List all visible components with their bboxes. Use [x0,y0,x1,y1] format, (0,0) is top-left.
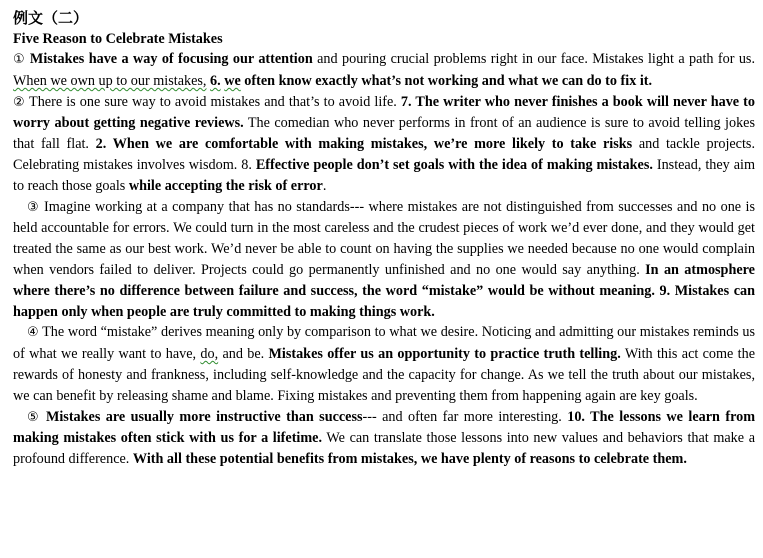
bold-number: 6. [210,72,221,89]
text-run: Imagine working at a company that has no standards--- where mistakes are not distinguished from successes and no one is held accountable for errors. We could turn in the most careless and the crudest pieces of work we’d ever done, and they would get treated the same as our best work. We’d never be able to count on having the supplies we needed because no one would complain when vendors failed to deliver. Projects could go permanently unfinished and no one would say anything. [13,198,755,278]
paragraph-number: ⑤ [27,409,41,425]
paragraph-5 [13,407,755,470]
underlined-word: do, [200,346,219,363]
bold-sentence: Mistakes offer us an opportunity to practice truth telling. [268,346,621,363]
text-run: . [322,177,327,194]
bold-sentence: 10. The lessons we learn from making mistakes often stick with us for a lifetime. [13,408,756,447]
essay-title: Five Reason to Celebrate Mistakes [13,31,223,47]
underlined-phrase: When we own up to our mistakes, [13,72,207,89]
bold-sentence: 2. When we are comfortable with making mistakes, we’re more likely to take risks [95,136,633,153]
bold-sentence: often know exactly what’s not working and what we can do to fix it. [240,72,653,89]
paragraph-4 [13,322,755,406]
text-run: The comedian who never performs in front of an audience is sure to avoid telling jokes that fall flat. [13,115,755,153]
bold-sentence: Mistakes have a way of focusing our attention [29,51,313,67]
bold-sentence: In an atmosphere where there’s no difference between failure and success, the word “mistake” would be without meaning. 9. Mistakes can happen only when people are truly committed to making things work. [13,261,755,320]
text-run: With this act come the rewards of honesty and frankness, including self-knowledge and the capacity for change. As we tell the truth about our mistakes, we can benefit by releasing shame and blame. Fixing mistakes and preventing them from happening again are key goals. [13,346,755,404]
text-run: and be. [218,346,269,363]
bold-underlined-word: we [224,72,241,89]
paragraph-number: ③ [27,199,40,215]
bold-sentence: With all these potential benefits from mistakes, we have plenty of reasons to celebrate them. [132,451,687,468]
text-run: There is one sure way to avoid mistakes and that’s to avoid life. [25,93,401,110]
text-run: Instead, they aim to reach those goals [13,156,755,194]
bold-sentence: Mistakes are usually more instructive than success [40,408,363,425]
paragraph-number: ① [13,52,26,67]
example-heading: 例文（二） [13,9,89,27]
text-run: We can translate those lessons into new values and behaviors that make a profound difference. [13,430,755,468]
text-run: The word “mistake” derives meaning only by comparison to what we desire. Noticing and admitting our mistakes reminds us of what we really want to have, [13,324,755,363]
bold-sentence: while accepting the risk of error [128,177,323,194]
bold-sentence: Effective people don’t set goals with the idea of making mistakes. [255,156,653,173]
paragraph-1 [13,49,755,92]
bold-sentence: 7. The writer who never finishes a book will never have to worry about getting negative reviews. [13,93,755,132]
paragraph-3 [13,197,755,323]
text-run: and tackle projects. Celebrating mistakes involves wisdom. 8. [13,136,755,173]
paragraph-number: ② [13,94,26,110]
paragraph-number: ④ [27,325,39,341]
text-run: and pouring crucial problems right in our face. Mistakes light a path for us. [312,51,756,67]
paragraph-2 [13,92,755,197]
text-run: --- and often far more interesting. [362,408,568,425]
